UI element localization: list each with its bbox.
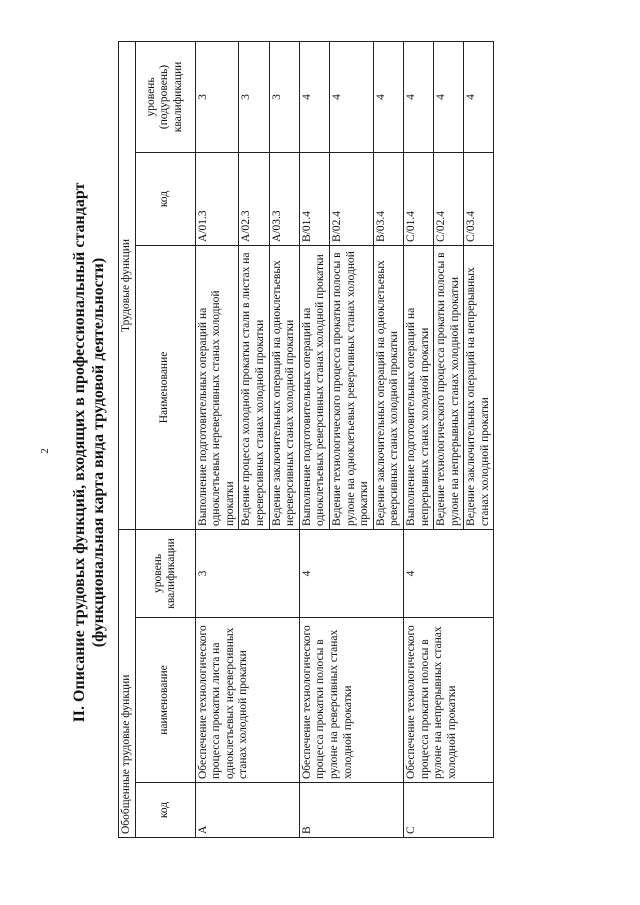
group-level: 4 (403, 529, 494, 617)
function-name: Ведение заключительных операций на одноклетьевых реверсивных станах холодной прокатки (373, 245, 403, 529)
heading-subtitle: (функциональная карта вида трудовой деятельности) (90, 257, 107, 648)
function-level: 3 (239, 41, 269, 152)
function-name: Ведение заключительных операций на одноклетьевых нереверсивных станах холодной прокатки (269, 245, 299, 529)
table-row (299, 41, 329, 837)
functional-map-table (118, 41, 494, 838)
header-function-code: код (135, 152, 195, 245)
function-name: Ведение заключительных операций на непрерывных станах холодной прокатки (464, 245, 494, 529)
function-level: 4 (299, 41, 329, 152)
table-row (195, 41, 239, 837)
section-heading (70, 0, 108, 905)
function-name: Выполнение подготовительных операций на непрерывных станах холодной прокатки (403, 245, 433, 529)
function-level: 3 (195, 41, 239, 152)
function-name: Выполнение подготовительных операций на одноклетьевых реверсивных станах холодной прокатки (299, 245, 329, 529)
function-code: B/02.4 (329, 152, 373, 245)
page-number: 2 (38, 448, 51, 454)
function-code: B/01.4 (299, 152, 329, 245)
function-level: 4 (403, 41, 433, 152)
header-functions: Трудовые функции (119, 41, 136, 529)
function-code: A/02.3 (239, 152, 269, 245)
function-code: C/03.4 (464, 152, 494, 245)
group-code: A (195, 783, 299, 838)
header-function-name: Наименование (135, 245, 195, 529)
group-code: B (299, 783, 403, 838)
header-code: код (135, 783, 195, 838)
function-code: A/03.3 (269, 152, 299, 245)
function-level: 4 (329, 41, 373, 152)
function-name: Выполнение подготовительных операций на одноклетьевых нереверсивных станах холодной прокатки (195, 245, 239, 529)
function-code: A/01.3 (195, 152, 239, 245)
group-name: Обеспечение технологического процесса прокатки полосы в рулоне на реверсивных станах холодной прокатки (299, 618, 403, 783)
group-level: 3 (195, 529, 299, 617)
function-level: 4 (464, 41, 494, 152)
header-row (135, 41, 195, 837)
header-level: уровень квалификации (135, 529, 195, 617)
table-row (403, 41, 433, 837)
function-level: 4 (373, 41, 403, 152)
function-name: Ведение процесса холодной прокатки стали в листах на нереверсивных станах холодной прокатки (239, 245, 269, 529)
header-function-level: уровень (подуровень) квалификации (135, 41, 195, 152)
function-code: C/02.4 (434, 152, 464, 245)
function-name: Ведение технологического процесса прокатки полосы в рулоне на одноклетьевых реверсивных станах холодной прокатки (329, 245, 373, 529)
header-name: наименование (135, 618, 195, 783)
function-code: C/01.4 (403, 152, 433, 245)
function-level: 3 (269, 41, 299, 152)
group-code: C (403, 783, 494, 838)
group-name: Обеспечение технологического процесса прокатки полосы в рулоне на непрерывных станах холодной прокатки (403, 618, 494, 783)
group-level: 4 (299, 529, 403, 617)
heading-title: II. Описание трудовых функций, входящих в профессиональный стандарт (71, 182, 88, 723)
header-row-top (119, 41, 136, 837)
function-code: B/03.4 (373, 152, 403, 245)
function-name: Ведение технологического процесса прокатки полосы в рулоне на непрерывных станах холодной прокатки (434, 245, 464, 529)
header-generalized: Обобщенные трудовые функции (119, 529, 136, 837)
group-name: Обеспечение технологического процесса прокатки листа на одноклетьевых нереверсивных станах холодной прокатки (195, 618, 299, 783)
function-level: 4 (434, 41, 464, 152)
